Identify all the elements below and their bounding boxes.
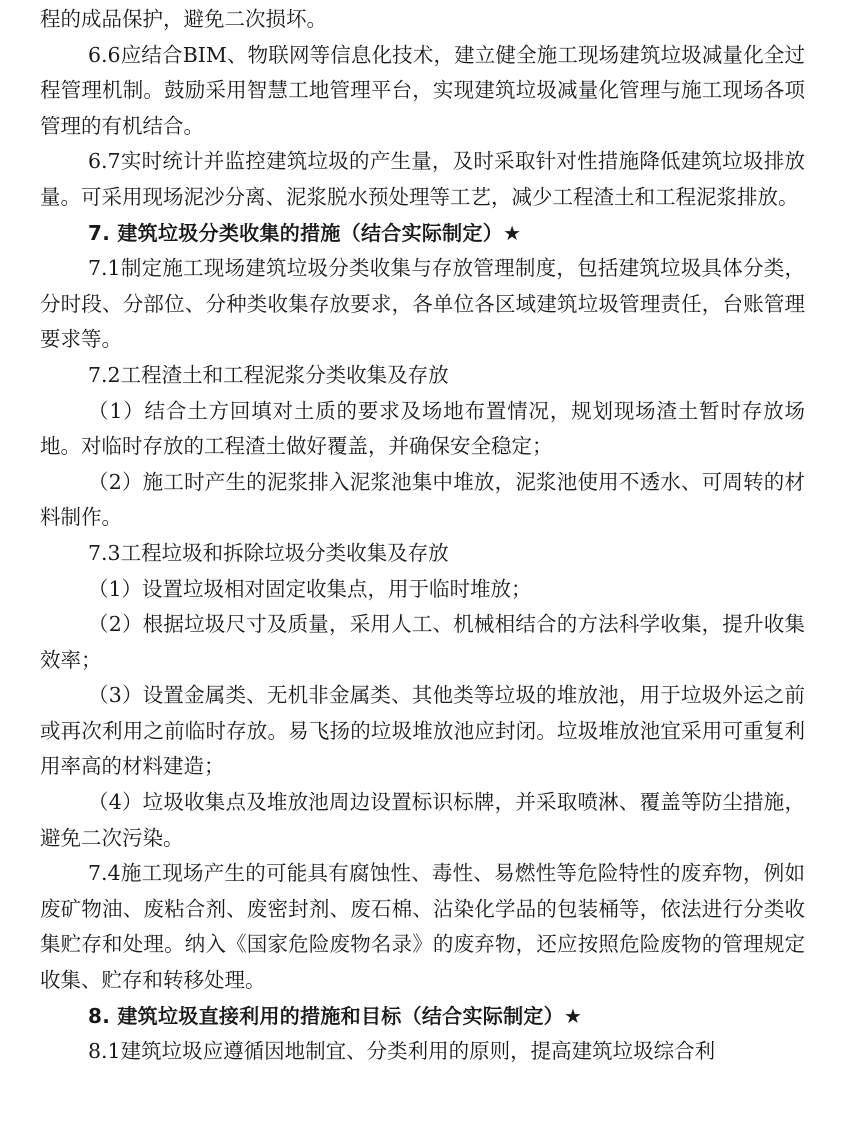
clause-6-7: 6.7实时统计并监控建筑垃圾的产生量，及时采取针对性措施降低建筑垃圾排放量。可采用现场泥沙分离、泥浆脱水预处理等工艺，减少工程渣土和工程泥浆排放。 [40,149,805,209]
clause-7-3-item-3: （3）设置金属类、无机非金属类、其他类等垃圾的堆放池，用于垃圾外运之前或再次利用之前临时存放。易飞扬的垃圾堆放池应封闭。垃圾堆放池宜采用可重复利用率高的材料建造； [40,683,805,779]
clause-7-3-item-1: （1）设置垃圾相对固定收集点，用于临时堆放； [88,576,532,601]
clause-6-6: 6.6应结合BIM、物联网等信息化技术，建立健全施工现场建筑垃圾减量化全过程管理机制。鼓励采用智慧工地管理平台，实现建筑垃圾减量化管理与施工现场各项管理的有机结合。 [40,42,805,138]
section-heading-8: 8. 建筑垃圾直接利用的措施和目标（结合实际制定）★ [88,1003,583,1028]
clause-7-2-item-2: （2）施工时产生的泥浆排入泥浆池集中堆放，泥浆池使用不透水、可周转的材料制作。 [40,469,805,530]
clause-7-1: 7.1制定施工现场建筑垃圾分类收集与存放管理制度，包括建筑垃圾具体分类，分时段、分部位、分种类收集存放要求，各单位各区域建筑垃圾管理责任，台账管理要求等。 [40,256,805,352]
clause-7-2-item-1: （1）结合土方回填对土质的要求及场地布置情况，规划现场渣土暂时存放场地。对临时存放的工程渣土做好覆盖，并确保安全稳定； [40,398,805,459]
clause-7-3-item-4: （4）垃圾收集点及堆放池周边设置标识标牌，并采取喷淋、覆盖等防尘措施，避免二次污染。 [40,790,805,850]
section-heading-7: 7. 建筑垃圾分类收集的措施（结合实际制定）★ [88,220,522,245]
clause-7-3-item-2: （2）根据垃圾尺寸及质量，采用人工、机械相结合的方法科学收集，提升收集效率； [40,612,805,672]
paragraph-continuation: 程的成品保护，避免二次损坏。 [40,7,327,31]
clause-7-3: 7.3工程垃圾和拆除垃圾分类收集及存放 [88,540,449,565]
clause-8-1: 8.1建筑垃圾应遵循因地制宜、分类利用的原则，提高建筑垃圾综合利 [88,1039,716,1064]
clause-7-4: 7.4施工现场产生的可能具有腐蚀性、毒性、易燃性等危险特性的废弃物，例如废矿物油、废粘合剂、废密封剂、废石棉、沾染化学品的包装桶等，依法进行分类收集贮存和处理。纳入《国家危险废物名录》的废弃物，还应按照危险废物的管理规定收集、贮存和转移处理。 [40,861,805,993]
clause-7-2: 7.2工程渣土和工程泥浆分类收集及存放 [88,362,449,387]
